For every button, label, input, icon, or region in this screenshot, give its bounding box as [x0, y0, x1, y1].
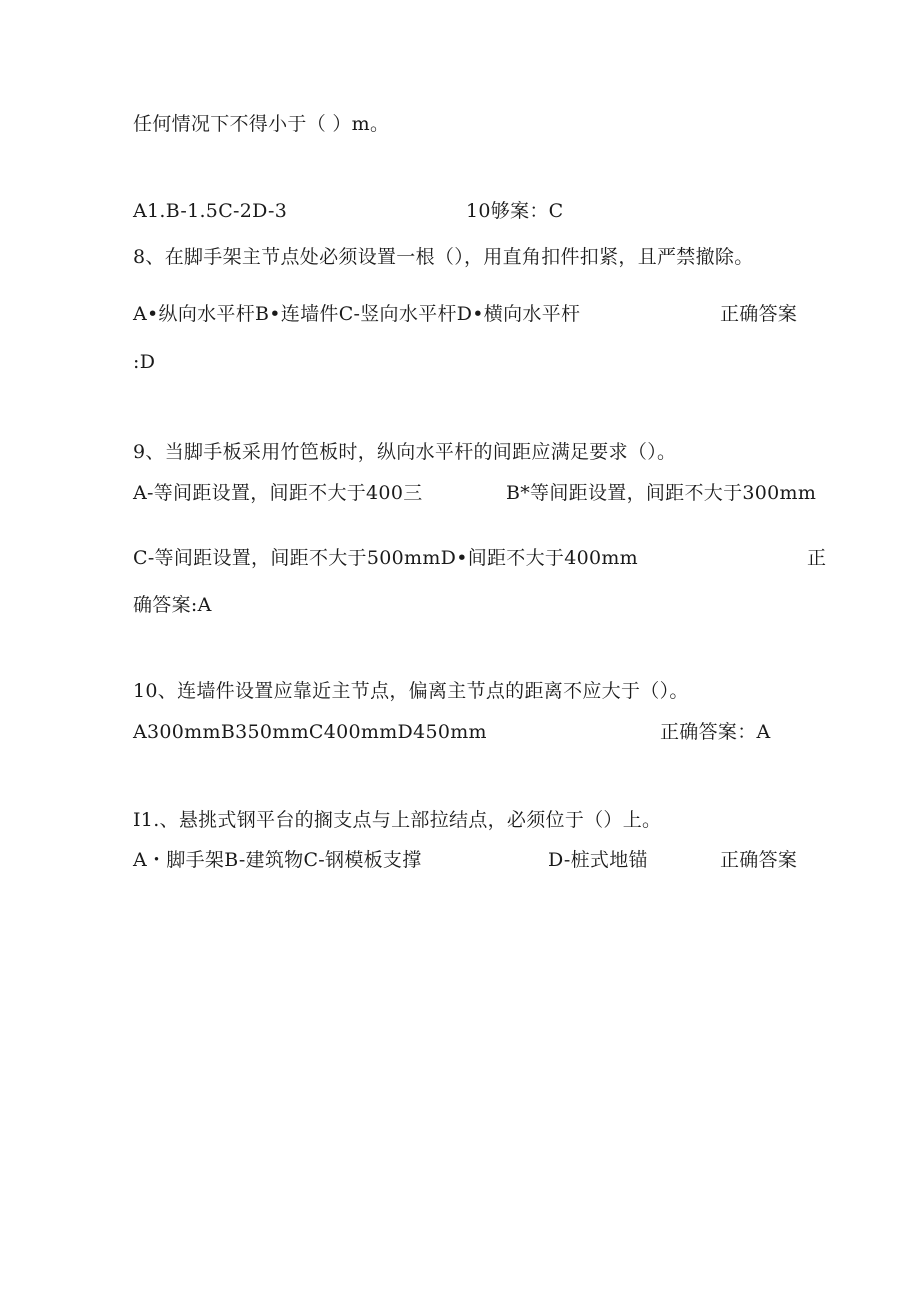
question-7-options: A1.B-1.5C-2D-3 [133, 200, 288, 222]
question-11-text: I1.、悬挑式钢平台的搁支点与上部拉结点，必须位于（）上。 [133, 809, 662, 831]
question-9-answer: 确答案:A [133, 594, 212, 616]
question-9-options-cd: C-等间距设置，间距不大于500mmD•间距不大于400mm [133, 547, 638, 569]
question-10-options: A300mmB350mmC400mmD450mm [133, 721, 487, 743]
question-11-option-d: D-桩式地锚 [548, 849, 648, 871]
question-8-answer-label: 正确答案 [720, 303, 798, 325]
question-10-text: 10、连墙件设置应靠近主节点，偏离主节点的距离不应大于（）。 [133, 680, 689, 702]
question-8-answer: :D [133, 351, 156, 373]
question-8-options: A•纵向水平杆B•连墙件C-竖向水平杆D•横向水平杆 [133, 303, 581, 325]
question-11-answer-label: 正确答案 [720, 849, 798, 871]
question-7-continuation: 任何情况下不得小于（ ）m。 [133, 113, 390, 135]
question-8-text: 8、在脚手架主节点处必须设置一根（），用直角扣件扣紧，且严禁撤除。 [133, 246, 754, 268]
question-9-option-b: B*等间距设置，间距不大于300mm [506, 482, 817, 504]
question-11-options: A・脚手架B-建筑物C-钢模板支撑 [133, 849, 422, 871]
question-9-option-a: A-等间距设置，间距不大于400三 [133, 482, 423, 504]
question-10-answer: 正确答案：A [660, 721, 771, 743]
question-9-text: 9、当脚手板采用竹笆板时，纵向水平杆的间距应满足要求（）。 [133, 441, 677, 463]
question-7-answer: 10够案：C [466, 200, 564, 222]
question-9-answer-start: 正 [807, 547, 827, 569]
